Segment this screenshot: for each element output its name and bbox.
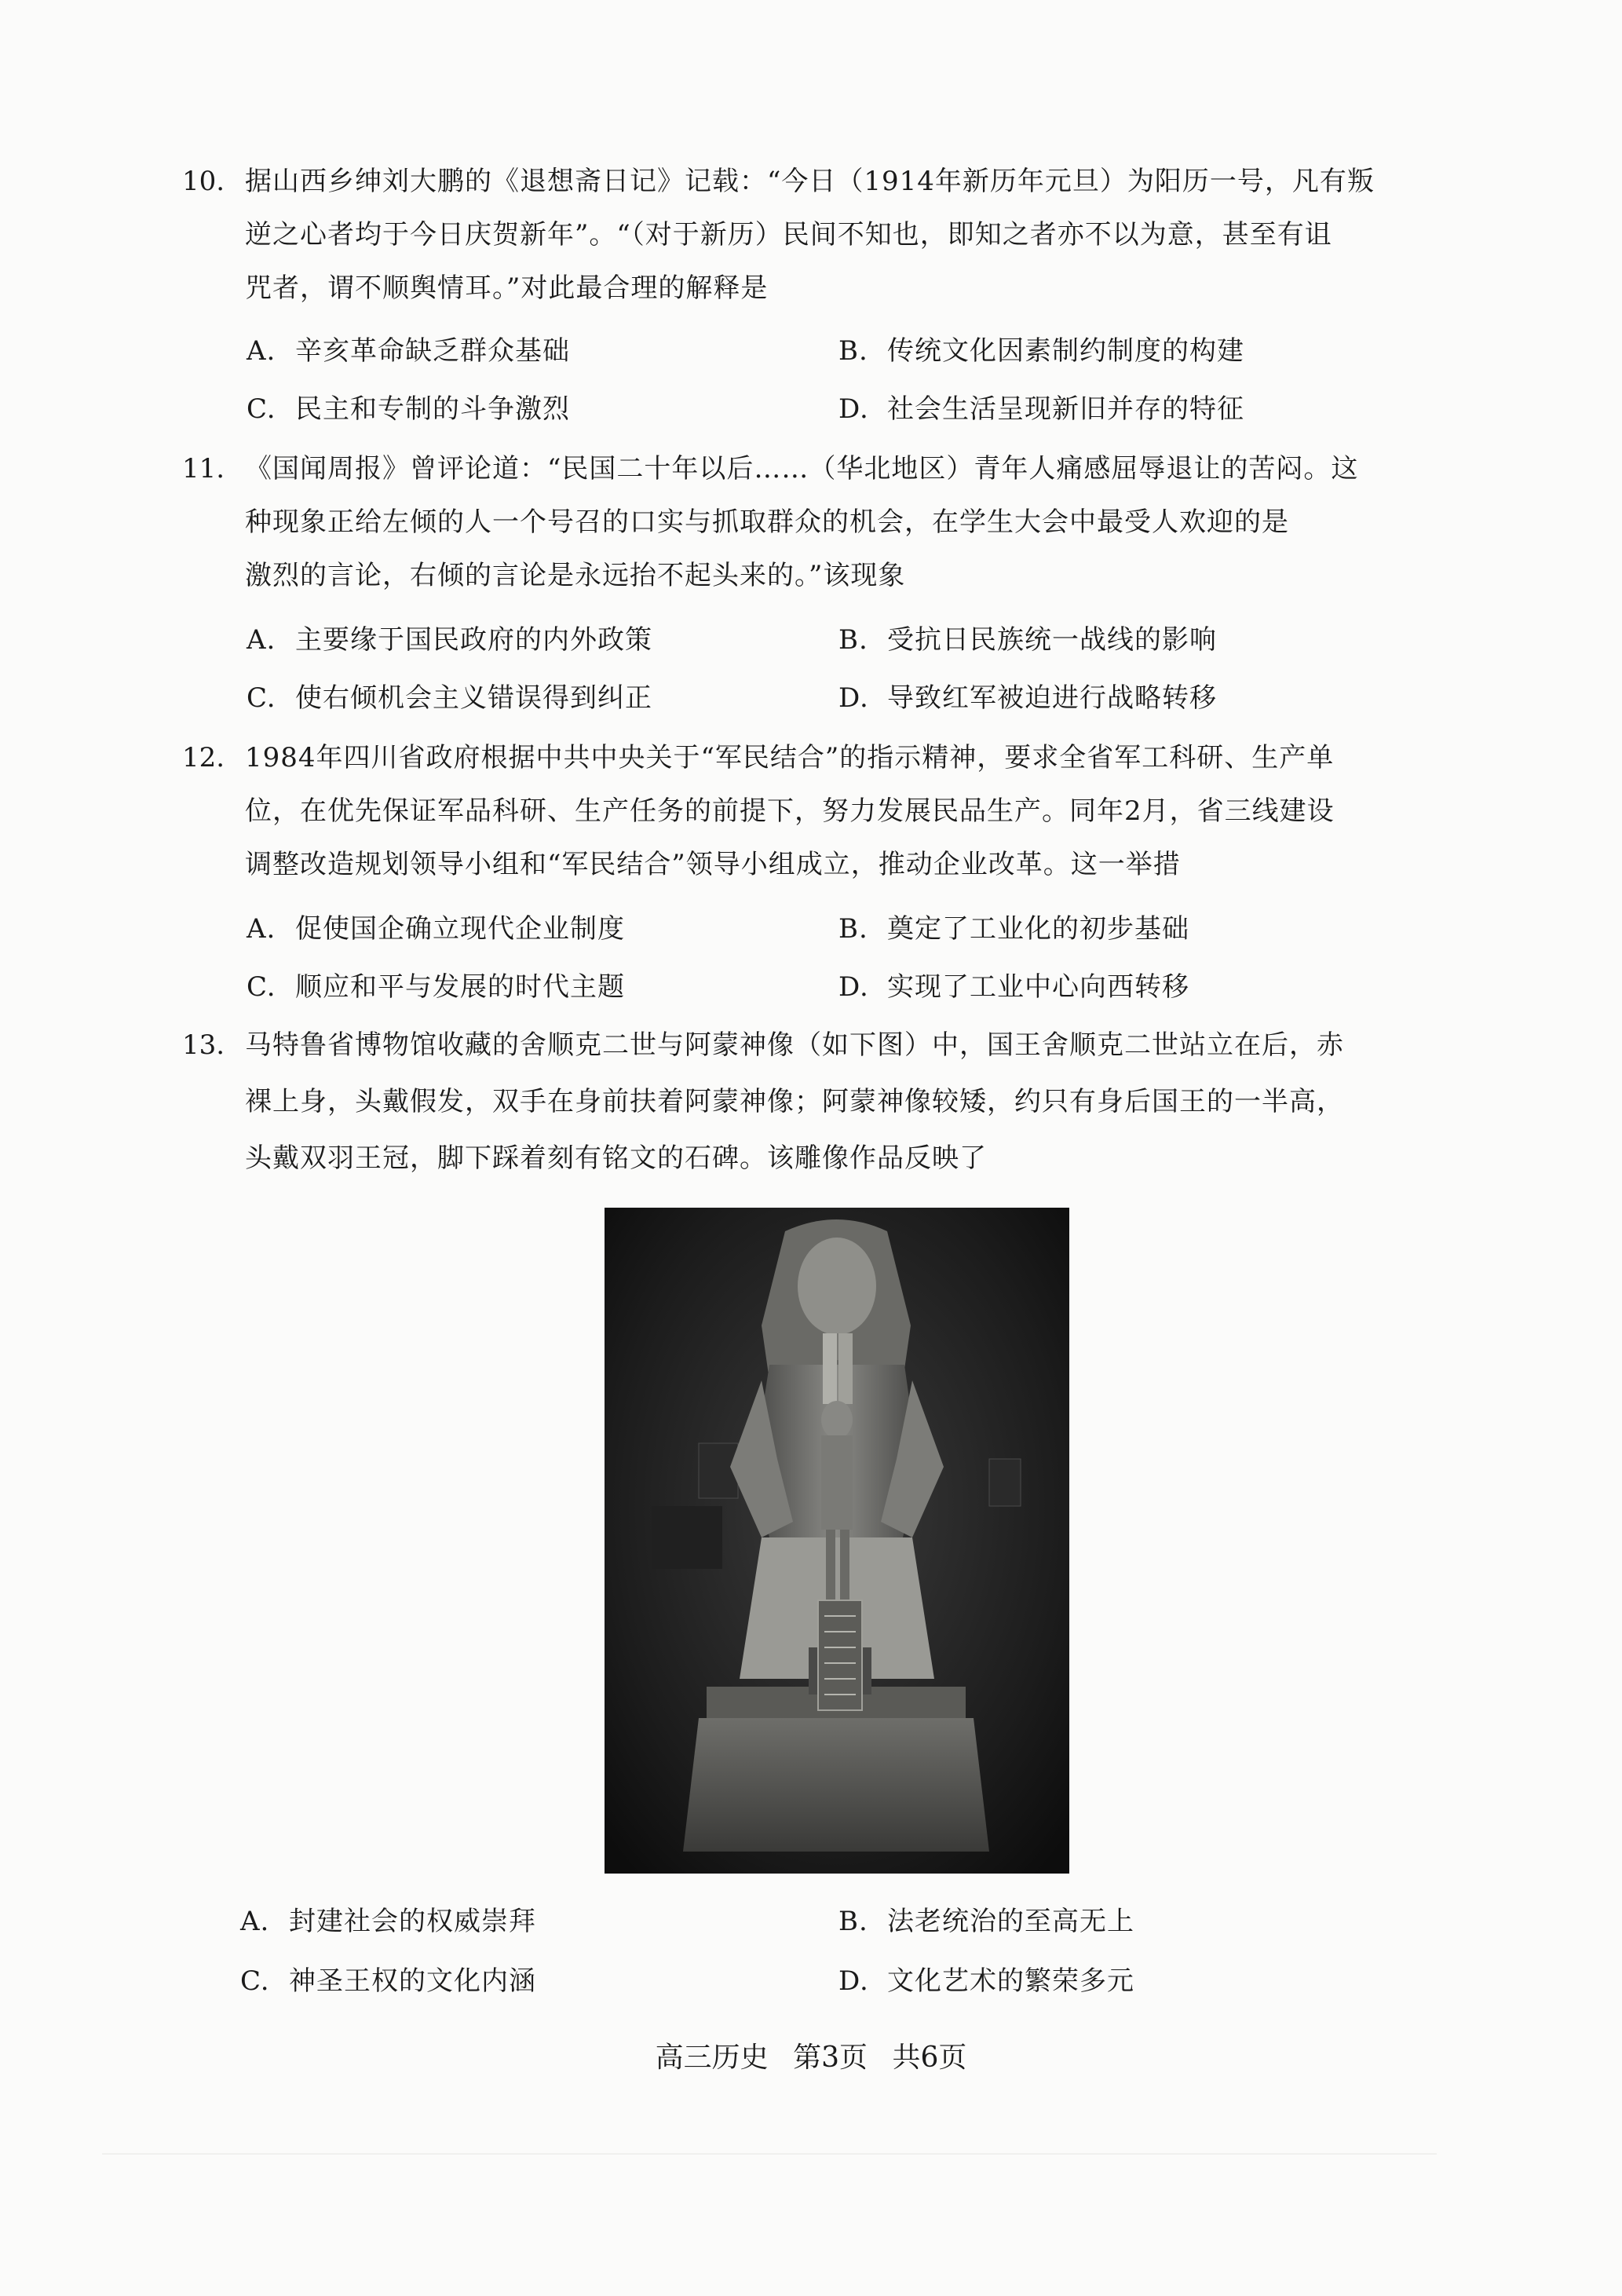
footer-total: 共6页 xyxy=(892,2042,967,2074)
footer-subject: 高三历史 xyxy=(655,2042,769,2074)
question-text: 马特鲁省博物馆收藏的舍顺克二世与阿蒙神像（如下图）中，国王舍顺克二世站立在后，赤 xyxy=(245,1029,1344,1061)
question-text: 逆之心者均于今日庆贺新年”。“（对于新历）民间不知也，即知之者亦不以为意，甚至有诅 xyxy=(245,219,1332,250)
option-b: B. 传统文化因素制约制度的构建 xyxy=(838,335,1244,367)
option-a: A. 封建社会的权威崇拜 xyxy=(240,1906,536,1937)
footer-page: 第3页 xyxy=(793,2042,868,2074)
question-text: 种现象正给左倾的人一个号召的口实与抓取群众的机会，在学生大会中最受人欢迎的是 xyxy=(245,506,1289,538)
option-d: D. 导致红军被迫进行战略转移 xyxy=(838,682,1217,714)
option-a: A. 促使国企确立现代企业制度 xyxy=(247,913,625,945)
option-a: A. 主要缘于国民政府的内外政策 xyxy=(247,624,652,656)
question-text: 激烈的言论，右倾的言论是永远抬不起头来的。”该现象 xyxy=(245,560,906,591)
question-text: 调整改造规划领导小组和“军民结合”领导小组成立，推动企业改革。这一举措 xyxy=(245,849,1181,880)
option-c: C. 使右倾机会主义错误得到纠正 xyxy=(247,682,652,714)
option-d: D. 社会生活呈现新旧并存的特征 xyxy=(838,393,1244,425)
option-c: C. 民主和专制的斗争激烈 xyxy=(247,393,570,425)
question-text: 位，在优先保证军品科研、生产任务的前提下，努力发展民品生产。同年2月，省三线建设 xyxy=(245,795,1335,827)
question-text: 头戴双羽王冠，脚下踩着刻有铭文的石碑。该雕像作品反映了 xyxy=(245,1143,987,1174)
question-text: 据山西乡绅刘大鹏的《退想斋日记》记载：“今日（1914年新历年元旦）为阳历一号，凡有叛 xyxy=(245,166,1375,197)
divider xyxy=(102,2153,1437,2155)
question-number: 11. xyxy=(182,453,225,484)
statue-photo xyxy=(605,1208,1069,1874)
option-c: C. 神圣王权的文化内涵 xyxy=(240,1965,536,1997)
option-b: B. 奠定了工业化的初步基础 xyxy=(838,913,1189,945)
page-footer xyxy=(0,2038,1622,2078)
option-c: C. 顺应和平与发展的时代主题 xyxy=(247,971,625,1003)
question-number: 12. xyxy=(182,742,225,773)
question-number: 13. xyxy=(182,1029,225,1061)
option-d: D. 实现了工业中心向西转移 xyxy=(838,971,1189,1003)
question-text: 1984年四川省政府根据中共中央关于“军民结合”的指示精神，要求全省军工科研、生产单 xyxy=(245,742,1335,773)
question-text: 裸上身，头戴假发，双手在身前扶着阿蒙神像；阿蒙神像较矮，约只有身后国王的一半高， xyxy=(245,1086,1344,1117)
question-number: 10. xyxy=(182,166,225,197)
question-text: 咒者，谓不顺舆情耳。”对此最合理的解释是 xyxy=(245,272,769,304)
option-a: A. 辛亥革命缺乏群众基础 xyxy=(247,335,570,367)
option-b: B. 法老统治的至高无上 xyxy=(838,1906,1134,1937)
question-text: 《国闻周报》曾评论道：“民国二十年以后……（华北地区）青年人痛感屈辱退让的苦闷。这 xyxy=(245,453,1359,484)
option-b: B. 受抗日民族统一战线的影响 xyxy=(838,624,1217,656)
option-d: D. 文化艺术的繁荣多元 xyxy=(838,1965,1134,1997)
